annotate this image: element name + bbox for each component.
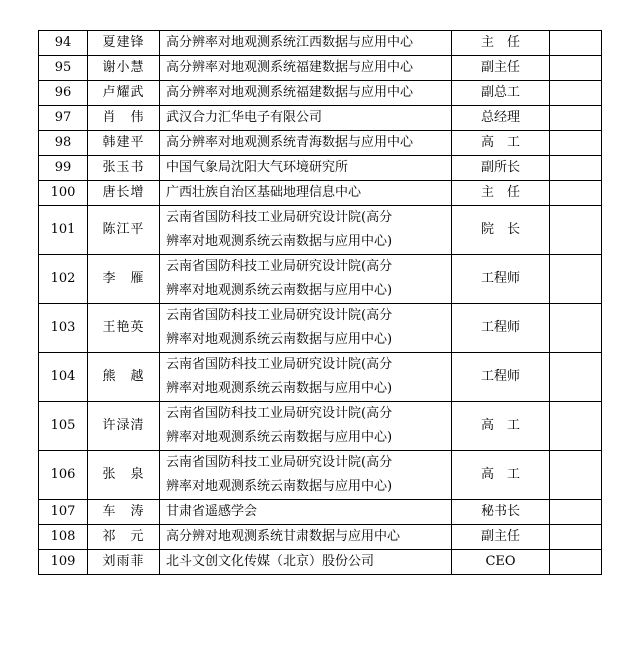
job-title-cell: 高 工: [452, 131, 550, 156]
organization-line: 辨率对地观测系统云南数据与应用中心): [166, 234, 393, 249]
person-name-cell: 熊 越: [88, 353, 160, 402]
row-number-cell: 104: [39, 353, 88, 402]
person-name-cell: 唐长增: [88, 181, 160, 206]
organization-line: 甘肃省遥感学会: [166, 504, 258, 519]
organization-line: 辨率对地观测系统云南数据与应用中心): [166, 381, 393, 396]
job-title-cell: 副总工: [452, 81, 550, 106]
row-number-cell: 100: [39, 181, 88, 206]
row-number-cell: 101: [39, 206, 88, 255]
table-row: [39, 353, 602, 402]
organization-cell: [160, 156, 452, 181]
job-title-cell: 秘书长: [452, 500, 550, 525]
job-title-cell: 工程师: [452, 353, 550, 402]
person-name-cell: 刘雨菲: [88, 550, 160, 575]
organization-cell: [160, 525, 452, 550]
organization-cell: [160, 304, 452, 353]
empty-cell: [550, 500, 602, 525]
job-title-cell: 工程师: [452, 304, 550, 353]
organization-cell: [160, 181, 452, 206]
empty-cell: [550, 131, 602, 156]
organization-cell: [160, 106, 452, 131]
organization-cell: [160, 206, 452, 255]
organization-line: 辨率对地观测系统云南数据与应用中心): [166, 430, 393, 445]
organization-cell: [160, 353, 452, 402]
organization-line: 云南省国防科技工业局研究设计院(高分: [166, 357, 393, 372]
organization-line: 高分辨对地观测系统甘肃数据与应用中心: [166, 529, 401, 544]
table-row: [39, 255, 602, 304]
person-name-cell: 张玉书: [88, 156, 160, 181]
roster-body: [39, 31, 602, 575]
row-number-cell: 107: [39, 500, 88, 525]
organization-line: 云南省国防科技工业局研究设计院(高分: [166, 406, 393, 421]
person-name-cell: 卢耀武: [88, 81, 160, 106]
organization-line: 云南省国防科技工业局研究设计院(高分: [166, 455, 393, 470]
organization-cell: [160, 500, 452, 525]
empty-cell: [550, 255, 602, 304]
row-number-cell: 106: [39, 451, 88, 500]
organization-line: 辨率对地观测系统云南数据与应用中心): [166, 332, 393, 347]
table-row: [39, 304, 602, 353]
job-title-cell: 院 长: [452, 206, 550, 255]
empty-cell: [550, 56, 602, 81]
organization-cell: [160, 131, 452, 156]
organization-line: 高分辨率对地观测系统福建数据与应用中心: [166, 85, 414, 100]
person-name-cell: 王艳英: [88, 304, 160, 353]
organization-line: 云南省国防科技工业局研究设计院(高分: [166, 308, 393, 323]
organization-cell: [160, 255, 452, 304]
organization-cell: [160, 451, 452, 500]
empty-cell: [550, 525, 602, 550]
table-row: [39, 131, 602, 156]
person-name-cell: 车 涛: [88, 500, 160, 525]
table-row: [39, 525, 602, 550]
organization-cell: [160, 402, 452, 451]
organization-line: 云南省国防科技工业局研究设计院(高分: [166, 210, 393, 225]
row-number-cell: 105: [39, 402, 88, 451]
row-number-cell: 98: [39, 131, 88, 156]
empty-cell: [550, 81, 602, 106]
empty-cell: [550, 181, 602, 206]
table-row: [39, 451, 602, 500]
job-title-cell: 副所长: [452, 156, 550, 181]
job-title-cell: 副主任: [452, 56, 550, 81]
table-row: [39, 206, 602, 255]
table-row: [39, 106, 602, 131]
row-number-cell: 99: [39, 156, 88, 181]
empty-cell: [550, 353, 602, 402]
roster-table: [38, 30, 602, 575]
empty-cell: [550, 156, 602, 181]
organization-cell: [160, 81, 452, 106]
organization-line: 高分辨率对地观测系统福建数据与应用中心: [166, 60, 414, 75]
organization-line: 高分辨率对地观测系统江西数据与应用中心: [166, 35, 414, 50]
row-number-cell: 97: [39, 106, 88, 131]
job-title-cell: 工程师: [452, 255, 550, 304]
person-name-cell: 韩建平: [88, 131, 160, 156]
empty-cell: [550, 31, 602, 56]
job-title-cell: 总经理: [452, 106, 550, 131]
job-title-cell: CEO: [452, 550, 550, 575]
table-row: [39, 402, 602, 451]
person-name-cell: 陈江平: [88, 206, 160, 255]
organization-cell: [160, 550, 452, 575]
organization-line: 高分辨率对地观测系统青海数据与应用中心: [166, 135, 414, 150]
organization-line: 辨率对地观测系统云南数据与应用中心): [166, 479, 393, 494]
organization-line: 北斗文创文化传媒（北京）股份公司: [166, 554, 375, 569]
organization-cell: [160, 56, 452, 81]
job-title-cell: 副主任: [452, 525, 550, 550]
table-row: [39, 81, 602, 106]
empty-cell: [550, 550, 602, 575]
job-title-cell: 主 任: [452, 31, 550, 56]
person-name-cell: 许渌清: [88, 402, 160, 451]
empty-cell: [550, 106, 602, 131]
row-number-cell: 108: [39, 525, 88, 550]
table-row: [39, 550, 602, 575]
person-name-cell: 肖 伟: [88, 106, 160, 131]
person-name-cell: 李 雁: [88, 255, 160, 304]
organization-line: 武汉合力汇华电子有限公司: [166, 110, 323, 125]
row-number-cell: 102: [39, 255, 88, 304]
person-name-cell: 张 泉: [88, 451, 160, 500]
empty-cell: [550, 402, 602, 451]
table-row: [39, 31, 602, 56]
table-row: [39, 500, 602, 525]
job-title-cell: 高 工: [452, 451, 550, 500]
empty-cell: [550, 206, 602, 255]
empty-cell: [550, 451, 602, 500]
job-title-cell: 主 任: [452, 181, 550, 206]
table-row: [39, 56, 602, 81]
row-number-cell: 96: [39, 81, 88, 106]
person-name-cell: 夏建锋: [88, 31, 160, 56]
table-row: [39, 181, 602, 206]
person-name-cell: 谢小慧: [88, 56, 160, 81]
organization-line: 广西壮族自治区基础地理信息中心: [166, 185, 362, 200]
row-number-cell: 95: [39, 56, 88, 81]
table-row: [39, 156, 602, 181]
organization-cell: [160, 31, 452, 56]
job-title-cell: 高 工: [452, 402, 550, 451]
row-number-cell: 94: [39, 31, 88, 56]
person-name-cell: 祁 元: [88, 525, 160, 550]
row-number-cell: 103: [39, 304, 88, 353]
row-number-cell: 109: [39, 550, 88, 575]
organization-line: 云南省国防科技工业局研究设计院(高分: [166, 259, 393, 274]
organization-line: 中国气象局沈阳大气环境研究所: [166, 160, 349, 175]
empty-cell: [550, 304, 602, 353]
organization-line: 辨率对地观测系统云南数据与应用中心): [166, 283, 393, 298]
